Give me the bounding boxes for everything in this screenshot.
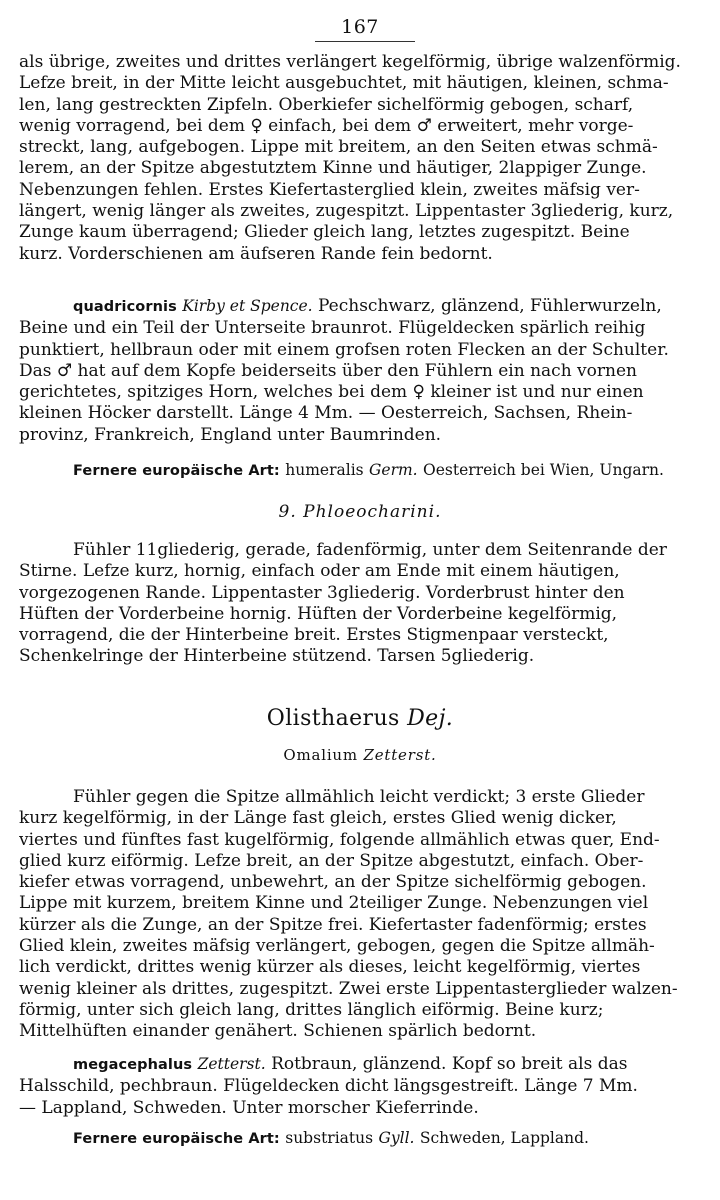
text-line: gerichtetes, spitziges Horn, welches bei dem ♀ kleiner ist und nur einen	[19, 382, 644, 403]
section-description	[19, 540, 709, 668]
text-line: Lefze breit, in der Mitte leicht ausgebuchtet, mit häutigen, kleinen, schma-	[19, 73, 669, 94]
text-line: — Lappland, Schweden. Unter morscher Kieferrinde.	[19, 1097, 479, 1118]
further-species-note-1	[19, 460, 709, 482]
text-line: kürzer als die Zunge, an der Spitze frei. Kiefertaster fadenförmig; erstes	[19, 914, 647, 935]
text-line: punktiert, hellbraun oder mit einem grofsen roten Flecken an der Schulter.	[19, 339, 669, 360]
further-species-author: Gyll.	[378, 1129, 415, 1147]
text-line: Lippe mit kurzem, breitem Kinne und 2teiliger Zunge. Nebenzungen viel	[19, 893, 649, 914]
text-line: förmig, unter sich gleich lang, drittes länglich eiförmig. Beine kurz;	[19, 999, 604, 1020]
text-line: provinz, Frankreich, England unter Baumrinden.	[19, 424, 442, 445]
text-line: Das ♂ hat auf dem Kopfe beiderseits über den Fühlern ein nach vornen	[19, 360, 637, 381]
text-line: lerem, an der Spitze abgestutztem Kinne und häutiger, 2lappiger Zunge.	[19, 158, 647, 179]
text-line: kurz. Vorderschienen am äufseren Rande fein bedornt.	[19, 243, 493, 264]
page-number-rule	[315, 41, 415, 42]
synonym-author: Zetterst.	[363, 746, 437, 764]
text-line: Zunge kaum überragend; Glieder gleich lang, letztes zugespitzt. Beine	[19, 222, 630, 243]
further-species-line	[19, 460, 709, 482]
species-author: Kirby et Spence.	[182, 297, 313, 315]
further-species-label: Fernere europäische Art:	[73, 463, 280, 479]
species-author: Zetterst.	[197, 1055, 266, 1073]
text-line: vorgezogenen Rande. Lippentaster 3gliederig. Vorderbrust hinter den	[19, 582, 625, 603]
species-description-start: Rotbraun, glänzend. Kopf so breit als das	[271, 1054, 628, 1074]
further-species-note-2	[19, 1128, 709, 1150]
text-line: glied kurz eiförmig. Lefze breit, an der Spitze abgestutzt, einfach. Ober-	[19, 850, 644, 871]
species-entry-quadricornis	[19, 296, 709, 446]
text-line: streckt, lang, aufgebogen. Lippe mit breitem, an den Seiten etwas schmä-	[19, 137, 658, 158]
species-description-start: Pechschwarz, glänzend, Fühlerwurzeln,	[318, 296, 662, 316]
text-line: Mittelhüften einander genähert. Schienen spärlich bedornt.	[19, 1021, 537, 1042]
further-species-locality: Oesterreich bei Wien, Ungarn.	[423, 461, 664, 479]
further-species-author: Germ.	[369, 461, 418, 479]
further-species-locality: Schweden, Lappland.	[419, 1129, 589, 1147]
text-line: vorragend, die der Hinterbeine breit. Erstes Stigmenpaar versteckt,	[19, 625, 609, 646]
genus-title	[0, 706, 720, 731]
text-line: wenig vorragend, bei dem ♀ einfach, bei dem ♂ erweitert, mehr vorge-	[19, 115, 634, 136]
text-line: Nebenzungen fehlen. Erstes Kiefertasterglied klein, zweites mäfsig ver-	[19, 179, 640, 200]
text-line: viertes und fünftes fast kugelförmig, folgende allmählich etwas quer, End-	[19, 829, 660, 850]
text-line: lich verdickt, drittes wenig kürzer als dieses, leicht kegelförmig, viertes	[19, 957, 641, 978]
genus-author: Dej.	[407, 706, 454, 731]
text-line: Halsschild, pechbraun. Flügeldecken dicht längsgestreift. Länge 7 Mm.	[19, 1076, 638, 1097]
further-species-label: Fernere europäische Art:	[73, 1131, 280, 1147]
further-species-line	[19, 1128, 709, 1150]
text-line: kleinen Höcker darstellt. Länge 4 Mm. — Oesterreich, Sachsen, Rhein-	[19, 403, 633, 424]
text-line: Stirne. Lefze kurz, hornig, einfach oder am Ende mit einem häutigen,	[19, 561, 620, 582]
section-heading: 9. Phloeocharini.	[278, 502, 442, 522]
species-first-line	[19, 1054, 709, 1076]
text-line: Fühler 11gliederig, gerade, fadenförmig, unter dem Seitenrande der	[73, 540, 667, 560]
page-number: 167	[341, 16, 379, 38]
species-name: megacephalus	[73, 1057, 193, 1073]
text-line: wenig kleiner als drittes, zugespitzt. Zwei erste Lippentasterglieder walzen-	[19, 978, 678, 999]
species-first-line	[19, 296, 709, 318]
further-species-name: humeralis	[285, 461, 364, 479]
text-line: Schenkelringe der Hinterbeine stützend. Tarsen 5gliederig.	[19, 646, 535, 667]
text-line: als übrige, zweites und drittes verlängert kegelförmig, übrige walzenförmig.	[19, 52, 681, 72]
text-line: Hüften der Vorderbeine hornig. Hüften der Vorderbeine kegelförmig,	[19, 603, 618, 624]
species-entry-megacephalus	[19, 1054, 709, 1119]
genus-synonym	[0, 746, 720, 764]
text-line: Glied klein, zweites mäfsig verlängert, gebogen, gegen die Spitze allmäh-	[19, 936, 655, 957]
text-line: kiefer etwas vorragend, unbewehrt, an der Spitze sichelförmig gebogen.	[19, 872, 647, 893]
text-line: Beine und ein Teil der Unterseite braunrot. Flügeldecken spärlich reihig	[19, 318, 646, 339]
synonym-name: Omalium	[283, 746, 358, 764]
species-name: quadricornis	[73, 299, 177, 315]
further-species-name: substriatus	[285, 1129, 374, 1147]
text-line: längert, wenig länger als zweites, zugespitzt. Lippentaster 3gliederig, kurz,	[19, 201, 674, 222]
intro-paragraph	[19, 52, 709, 265]
text-line: kurz kegelförmig, in der Länge fast gleich, erstes Glied wenig dicker,	[19, 808, 617, 829]
text-line: Fühler gegen die Spitze allmählich leicht verdickt; 3 erste Glieder	[73, 787, 645, 807]
text-line: len, lang gestreckten Zipfeln. Oberkiefer sichelförmig gebogen, scharf,	[19, 94, 634, 115]
genus-name: Olisthaerus	[266, 706, 400, 731]
genus-description	[19, 787, 709, 1043]
